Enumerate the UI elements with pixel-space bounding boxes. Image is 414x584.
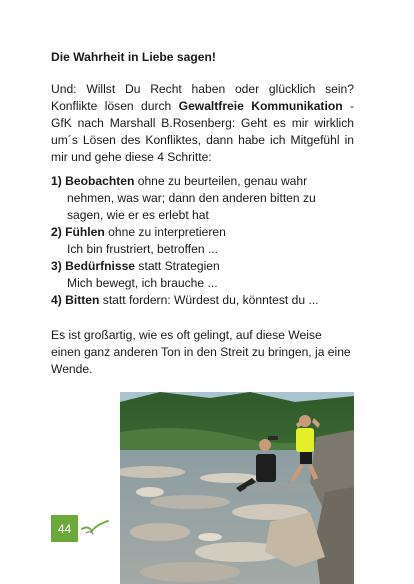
step-item bbox=[51, 173, 354, 224]
intro-paragraph bbox=[51, 81, 354, 166]
steps-list bbox=[51, 173, 354, 309]
step-text: Mich bewegt, ich brauche ... bbox=[67, 276, 218, 290]
step-number: 2) bbox=[51, 225, 62, 239]
step-term: Bedürfnisse bbox=[65, 259, 136, 273]
step-text: statt Strategien bbox=[135, 259, 220, 273]
section-title: Die Wahrheit in Liebe sagen! bbox=[51, 50, 216, 64]
intro-bold-term: Gewaltfreie Kommunikation bbox=[178, 99, 343, 113]
step-item bbox=[51, 258, 354, 292]
page-number: 44 bbox=[51, 515, 78, 542]
step-number: 1) bbox=[51, 174, 62, 188]
step-text: ohne zu beurteilen, genau wahr bbox=[134, 174, 308, 188]
closing-paragraph: Es ist großartig, wie es oft gelingt, auf diese Weise einen ganz anderen Ton in den Streit zu bringen, ja eine Wende. bbox=[51, 328, 351, 376]
step-text: sagen, wie er es erlebt hat bbox=[67, 208, 209, 222]
river-photo bbox=[120, 392, 354, 584]
step-text: Ich bin frustriert, betroffen ... bbox=[67, 242, 219, 256]
intro-text-1: Und: Willst Du Recht haben oder glücklich sein? Konflikte lösen durch bbox=[51, 82, 354, 113]
step-number: 4) bbox=[51, 293, 62, 307]
step-term: Beobachten bbox=[65, 174, 135, 188]
step-term: Fühlen bbox=[65, 225, 105, 239]
bird-logo-icon bbox=[80, 519, 110, 539]
step-text: ohne zu interpretieren bbox=[104, 225, 226, 239]
step-text: nehmen, was war; dann den anderen bitten zu bbox=[67, 191, 316, 205]
intro-text-2: - GfK nach Marshall B.Rosenberg: Geht es mir wirklich um´s Lösen des Konfliktes, dann habe ich Mitgefühl in mir und gehe diese 4 Schritte: bbox=[51, 99, 355, 164]
step-text: statt fordern: Würdest du, könntest du ... bbox=[99, 293, 319, 307]
step-item bbox=[51, 292, 354, 309]
step-number: 3) bbox=[51, 259, 62, 273]
step-term: Bitten bbox=[65, 293, 100, 307]
step-item bbox=[51, 224, 354, 258]
